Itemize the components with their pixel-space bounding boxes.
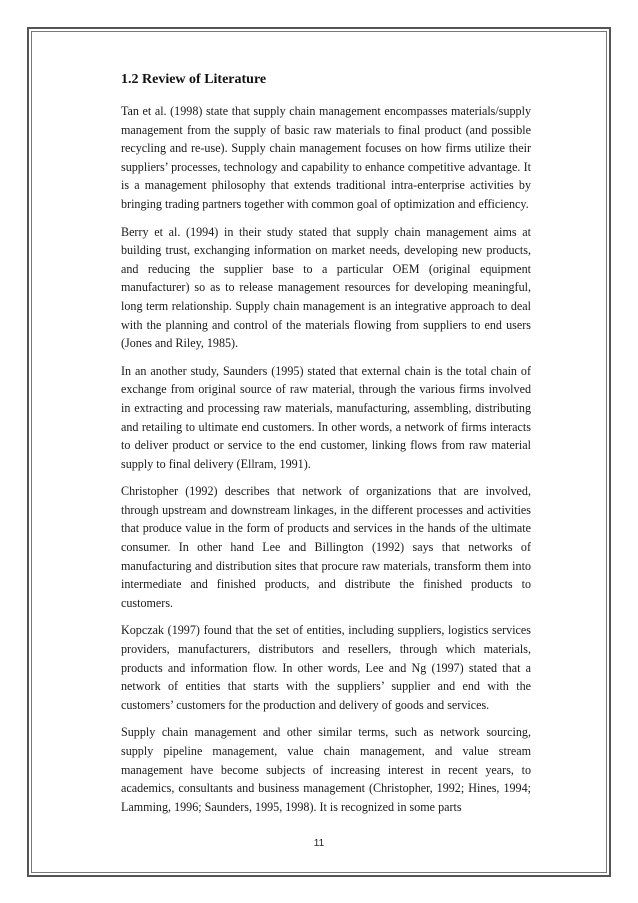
page-content xyxy=(121,70,531,825)
section-heading: 1.2 Review of Literature xyxy=(121,72,267,87)
paragraph-saunders: In an another study, Saunders (1995) stated that external chain is the total chain of exchange from original source of raw material, through the various firms involved in extracting and processing raw materials, manufacturing, assembling, distributing and retailing to ultimate end customers. In other words, a network of firms interacts to deliver product or service to the end customer, linking flows from raw material supply to final delivery (Ellram, 1991). xyxy=(121,363,531,471)
paragraph-tan: Tan et al. (1998) state that supply chain management encompasses materials/supply management from the supply of basic raw materials to final product (and possible recycling and re-use). Supply chain management focuses on how firms utilize their suppliers’ processes, technology and capability to enhance competitive advantage. It is a management philosophy that extends traditional intra-enterprise activities by bringing trading partners together with common goal of optimization and efficiency. xyxy=(121,104,531,211)
paragraph-supply-chain-terms: Supply chain management and other similar terms, such as network sourcing, supply pipeline management, value chain management, and value stream management have become subjects of increasing interest in recent years, to academics, consultants and business management (Christopher, 1992; Hines, 1994; Lamming, 1996; Saunders, 1995, 1998). It is recognized in some parts xyxy=(121,725,531,814)
paragraph-berry: Berry et al. (1994) in their study stated that supply chain management aims at building trust, exchanging information on market needs, developing new products, and reducing the supplier base to a particular OEM (original equipment manufacturer) so as to release management resources for developing meaningful, long term relationship. Supply chain management is an integrative approach to deal with the planning and control of the materials flowing from suppliers to end users (Jones and Riley, 1985). xyxy=(121,224,531,351)
paragraph-kopczak: Kopczak (1997) found that the set of entities, including suppliers, logistics services providers, manufacturers, distributors and resellers, through which materials, products and information flow. In other words, Lee and Ng (1997) stated that a network of entities that starts with the suppliers’ supplier and end with the customers’ customers for the production and delivery of goods and services. xyxy=(121,623,531,712)
paragraph-christopher: Christopher (1992) describes that network of organizations that are involved, through upstream and downstream linkages, in the different processes and activities that produce value in the form of products and services in the hands of the ultimate consumer. In other hand Lee and Billington (1992) says that networks of manufacturing and distribution sites that procure raw materials, transform them into intermediate and finished products, and distribute the finished products to customers. xyxy=(121,484,531,610)
page-number: 11 xyxy=(313,838,325,849)
